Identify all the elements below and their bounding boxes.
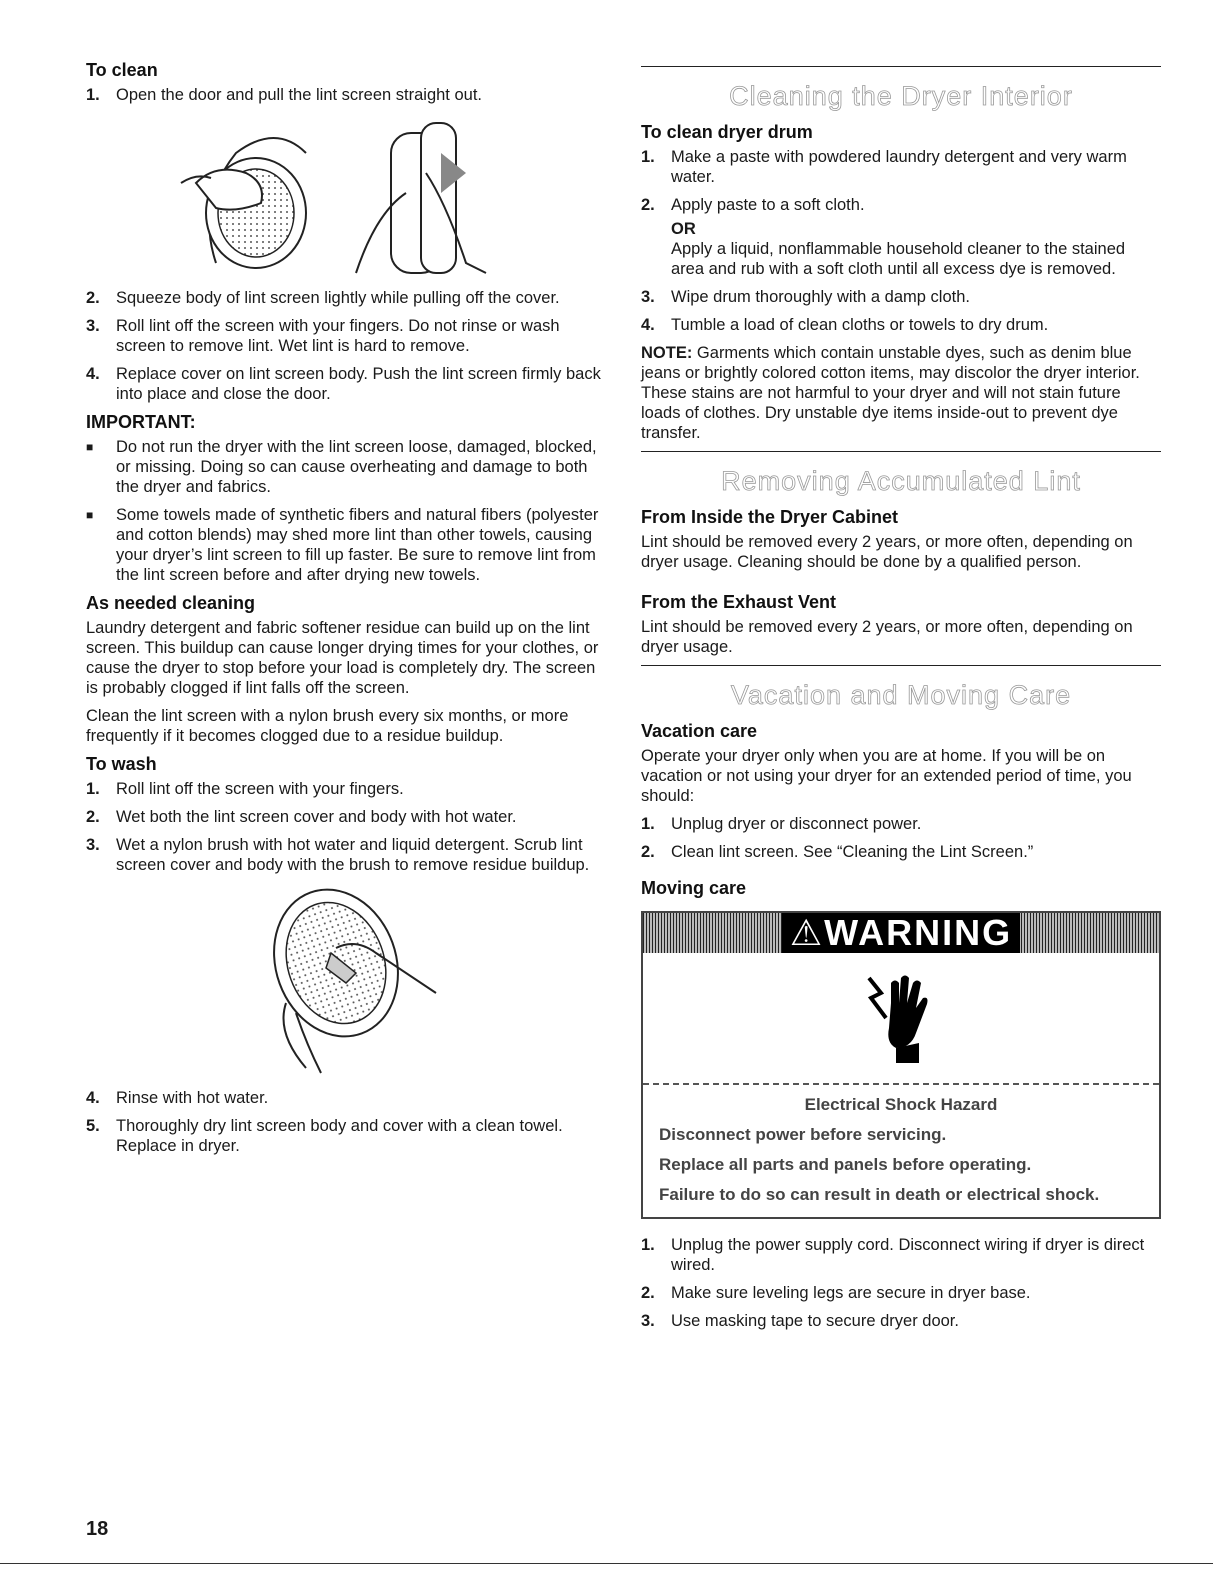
page-number: 18	[86, 1518, 109, 1540]
shock-hand-icon	[861, 968, 941, 1068]
list-item: 3. Use masking tape to secure dryer door.	[641, 1312, 959, 1330]
electrical-shock-icon	[643, 953, 1159, 1085]
list-item: 3. Roll lint off the screen with your fingers. Do not rinse or wash screen to remove lint. Wet lint is hard to remove.	[86, 317, 560, 355]
to-wash-steps-after	[86, 1088, 606, 1156]
to-clean-heading: To clean	[86, 60, 158, 80]
or-text: Apply a liquid, nonflammable household cleaner to the stained area and rub with a soft cloth until all excess dye is removed.	[671, 240, 1126, 278]
or-label: OR	[671, 220, 696, 238]
list-item: 5. Thoroughly dry lint screen body and cover with a clean towel. Replace in dryer.	[86, 1117, 563, 1155]
list-item: 1. Unplug the power supply cord. Disconnect wiring if dryer is direct wired.	[641, 1236, 1145, 1274]
warning-box	[641, 911, 1161, 1219]
left-column	[86, 60, 606, 1164]
list-item: 1. Roll lint off the screen with your fingers.	[86, 780, 404, 798]
to-clean-drum-heading: To clean dryer drum	[641, 122, 813, 142]
section-removing-lint	[641, 451, 1161, 657]
inside-cabinet-paragraph: Lint should be removed every 2 years, or more often, depending on dryer usage. Cleaning should be done by a qualified person.	[641, 533, 1133, 571]
to-clean-step-1: 1. Open the door and pull the lint screen straight out.	[86, 86, 482, 104]
warning-line: Disconnect power before servicing.	[659, 1125, 947, 1144]
as-needed-paragraph-2: Clean the lint screen with a nylon brush every six months, or more frequently if it becomes clogged due to a residue buildup.	[86, 707, 569, 745]
to-wash-steps	[86, 779, 606, 875]
vacation-steps	[641, 814, 1161, 862]
list-item: ■ Do not run the dryer with the lint screen loose, damaged, blocked, or missing. Doing so can cause overheating and damage to both the dryer and fabrics.	[86, 438, 597, 496]
list-item: 4. Tumble a load of clean cloths or towels to dry drum.	[641, 316, 1049, 334]
list-item: 4. Rinse with hot water.	[86, 1089, 269, 1107]
list-item: 3. Wipe drum thoroughly with a damp cloth.	[641, 288, 970, 306]
as-needed-heading: As needed cleaning	[86, 593, 256, 613]
vacation-care-paragraph: Operate your dryer only when you are at home. If you will be on vacation or not using your dryer for an extended period of time, you should:	[641, 747, 1132, 805]
warning-line: Failure to do so can result in death or electrical shock.	[659, 1185, 1100, 1204]
list-item: 2. Clean lint screen. See “Cleaning the Lint Screen.”	[641, 843, 1034, 861]
list-item: 1. Unplug dryer or disconnect power.	[641, 815, 922, 833]
warning-body	[643, 1085, 1159, 1217]
vacation-care-heading: Vacation care	[641, 721, 758, 741]
section-vacation-moving	[641, 665, 1161, 1331]
list-item: 4. Replace cover on lint screen body. Push the lint screen firmly back into place and close the door.	[86, 365, 601, 403]
section-title-removing-lint: Removing Accumulated Lint	[721, 466, 1081, 496]
note-label: NOTE:	[641, 344, 693, 362]
exhaust-vent-paragraph: Lint should be removed every 2 years, or more often, depending on dryer usage.	[641, 618, 1133, 656]
section-title-dryer-interior: Cleaning the Dryer Interior	[729, 81, 1073, 111]
as-needed-paragraph-1: Laundry detergent and fabric softener residue can build up on the lint screen. This buildup can cause longer drying times for your clothes, or cause the dryer to stop before your load is completely dry. The screen is probably clogged if lint falls off the screen.	[86, 619, 599, 697]
warning-line: Replace all parts and panels before operating.	[659, 1155, 1032, 1174]
inside-cabinet-heading: From Inside the Dryer Cabinet	[641, 507, 899, 527]
section-dryer-interior	[641, 66, 1161, 443]
list-item: 2. Squeeze body of lint screen lightly while pulling off the cover.	[86, 289, 560, 307]
bottom-rule	[0, 1563, 1213, 1564]
list-item: ■ Some towels made of synthetic fibers and natural fibers (polyester and cotton blends) may shed more lint than other towels, causing your dryer’s lint screen to fill up faster. Be sure to remove lint from the lint screen before and after drying new towels.	[86, 506, 599, 584]
to-clean-steps	[86, 288, 606, 404]
lint-screen-brush-illustration	[246, 883, 446, 1078]
list-item: 3. Wet a nylon brush with hot water and liquid detergent. Scrub lint screen cover and body with the brush to remove residue buildup.	[86, 836, 590, 874]
moving-steps	[641, 1235, 1161, 1331]
to-wash-heading: To wash	[86, 754, 157, 774]
exhaust-vent-heading: From the Exhaust Vent	[641, 592, 837, 612]
important-bullets	[86, 437, 606, 585]
moving-care-heading: Moving care	[641, 878, 747, 898]
warning-header	[643, 913, 1159, 953]
list-item: 2. Make sure leveling legs are secure in dryer base.	[641, 1284, 1031, 1302]
section-title-vacation-moving: Vacation and Moving Care	[730, 680, 1072, 710]
list-item: 2. Wet both the lint screen cover and body with hot water.	[86, 808, 517, 826]
hazard-title: Electrical Shock Hazard	[804, 1095, 998, 1114]
list-item: 1. Make a paste with powdered laundry detergent and very warm water.	[641, 148, 1127, 186]
warning-title: ⚠WARNING	[782, 913, 1020, 953]
note-paragraph: NOTE: Garments which contain unstable dyes, such as denim blue jeans or brightly colored cotton items, may discolor the dryer interior. These stains are not harmful to your dryer and will not stain future loads of clothes. Dry unstable dye items inside-out to prevent dye transfer.	[641, 344, 1140, 442]
right-column	[641, 60, 1161, 1339]
list-item: 2. Apply paste to a soft cloth. OR Apply a liquid, nonflammable household cleaner to the stained area and rub with a soft cloth until all excess dye is removed.	[641, 195, 1161, 279]
drum-steps	[641, 147, 1161, 335]
important-heading: IMPORTANT:	[86, 412, 196, 432]
lint-screen-removal-illustration	[176, 113, 516, 278]
